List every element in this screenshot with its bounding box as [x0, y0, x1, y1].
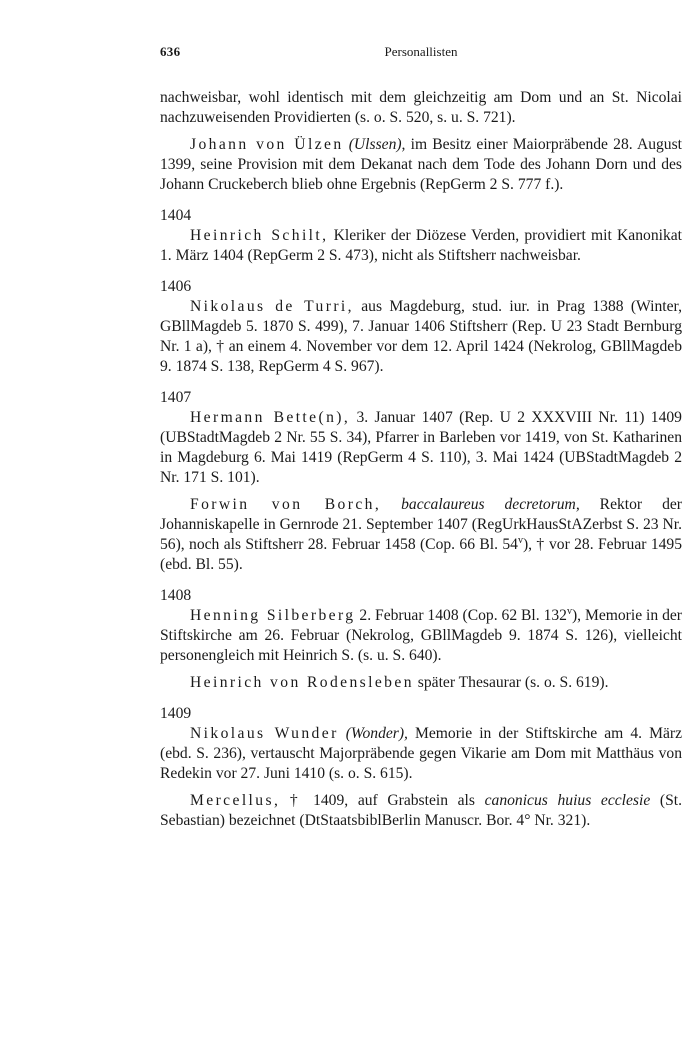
entry-continuation [160, 88, 682, 128]
entry-nikolaus-de-turri [160, 297, 682, 377]
entry-text: 3. Januar 1407 (Rep. U 2 XXXVIII Nr. 11) 1409 (UBStadtMagdeb 2 Nr. 55 S. 34), Pfarrer in Barleben vor 1419, von St. Katharinen in Magdeburg 6. Mai 1419 (RepGerm 4 S. 110), 3. Mai 1424 (UBStadtMagdeb 2 Nr. 171 S. 101). [160, 409, 682, 486]
book-page [160, 36, 683, 829]
year-heading: 1406 [160, 278, 192, 295]
person-name: Heinrich Schilt, [190, 227, 329, 244]
entry-text: im Besitz einer Maiorpräbende 28. August 1399, seine Provision mit dem Dekanat nach dem Tode des Johann Dorn und des Johann Cruckeberch blieb ohne Ergebnis (RepGerm 2 S. 777 f.). [160, 136, 682, 193]
entry-nikolaus-wunder [160, 724, 682, 784]
person-name: Forwin von Borch, [190, 496, 382, 513]
person-name: Johann von Ülzen [190, 136, 344, 153]
entry-text: (St. Sebastian) bezeichnet (DtStaatsbiblBerlin Manuscr. Bor. 4° Nr. 321). [160, 792, 683, 829]
page-number: 636 [160, 44, 181, 59]
person-name: Henning Silberberg [190, 607, 356, 624]
entry-text: 2. Februar 1408 (Cop. 62 Bl. 132 [355, 607, 567, 624]
entry-mercellus [160, 791, 682, 831]
entry-heinrich-von-rodensleben [160, 673, 682, 693]
entry-henning-silberberg [160, 606, 682, 666]
entry-text: Kleriker der Diözese Verden, providiert mit Kanonikat 1. März 1404 (RepGerm 2 S. 473), nicht als Stiftsherr nachweisbar. [160, 227, 682, 264]
name-variant: (Ulssen), [348, 136, 406, 153]
verso-mark: v [566, 605, 572, 617]
year-heading: 1407 [160, 389, 192, 406]
person-name: Mercellus, [190, 792, 281, 809]
entry-text: später Thesaurar (s. o. S. 619). [413, 674, 609, 691]
inscription-title: canonicus huius ecclesie [484, 792, 651, 809]
entry-text: Rektor der Johanniskapelle in Gernrode 21. September 1407 (RegUrkHausStAZerbst S. 23 Nr. 56), noch als Stiftsherr 28. Februar 1458 (Cop. 66 Bl. 54 [160, 496, 682, 553]
running-head: Personallisten [384, 44, 458, 59]
entry-hermann-bette [160, 408, 682, 488]
academic-title: baccalaureus decretorum, [401, 496, 580, 513]
entry-text: Memorie in der Stiftskirche am 4. März (ebd. S. 236), vertauscht Majorpräbende gegen Vikarie am Dom mit Matthäus von Redekin vor 27. Juni 1410 (s. o. S. 615). [160, 725, 682, 782]
year-heading: 1408 [160, 587, 192, 604]
person-name: Hermann Bette(n), [190, 409, 351, 426]
page-header [160, 36, 682, 58]
entry-forwin-von-borch [160, 495, 682, 575]
year-heading: 1404 [160, 207, 192, 224]
entry-text: aus Magdeburg, stud. iur. in Prag 1388 (Winter, GBllMagdeb 5. 1870 S. 499), 7. Januar 1406 Stiftsherr (Rep. U 23 Stadt Bernburg Nr. 1 a), † an einem 4. November vor dem 12. April 1424 (Nekrolog, GBllMagdeb 9. 1874 S. 138, RepGerm 4 S. 967). [160, 298, 682, 375]
entry-johann-von-uelzen [160, 135, 682, 195]
entry-text: ), Memorie in der Stiftskirche am 26. Februar (Nekrolog, GBllMagdeb 9. 1874 S. 126), vielleicht personengleich mit Heinrich S. (s. u. S. 640). [160, 607, 682, 664]
entry-heinrich-schilt [160, 226, 682, 266]
person-name: Heinrich von Rodensleben [190, 674, 414, 691]
year-heading: 1409 [160, 705, 192, 722]
entry-text: ), † vor 28. Februar 1495 (ebd. Bl. 55). [160, 536, 683, 573]
person-name: Nikolaus de Turri, [190, 298, 354, 315]
verso-mark: v [517, 534, 523, 546]
page-body [160, 88, 682, 831]
person-name: Nikolaus Wunder [190, 725, 339, 742]
entry-text: † 1409, auf Grabstein als [280, 792, 485, 809]
entry-text: nachweisbar, wohl identisch mit dem gleichzeitig am Dom und an St. Nicolai nachzuweisenden Providierten (s. o. S. 520, s. u. S. 721). [160, 89, 682, 126]
name-variant: (Wonder), [345, 725, 408, 742]
